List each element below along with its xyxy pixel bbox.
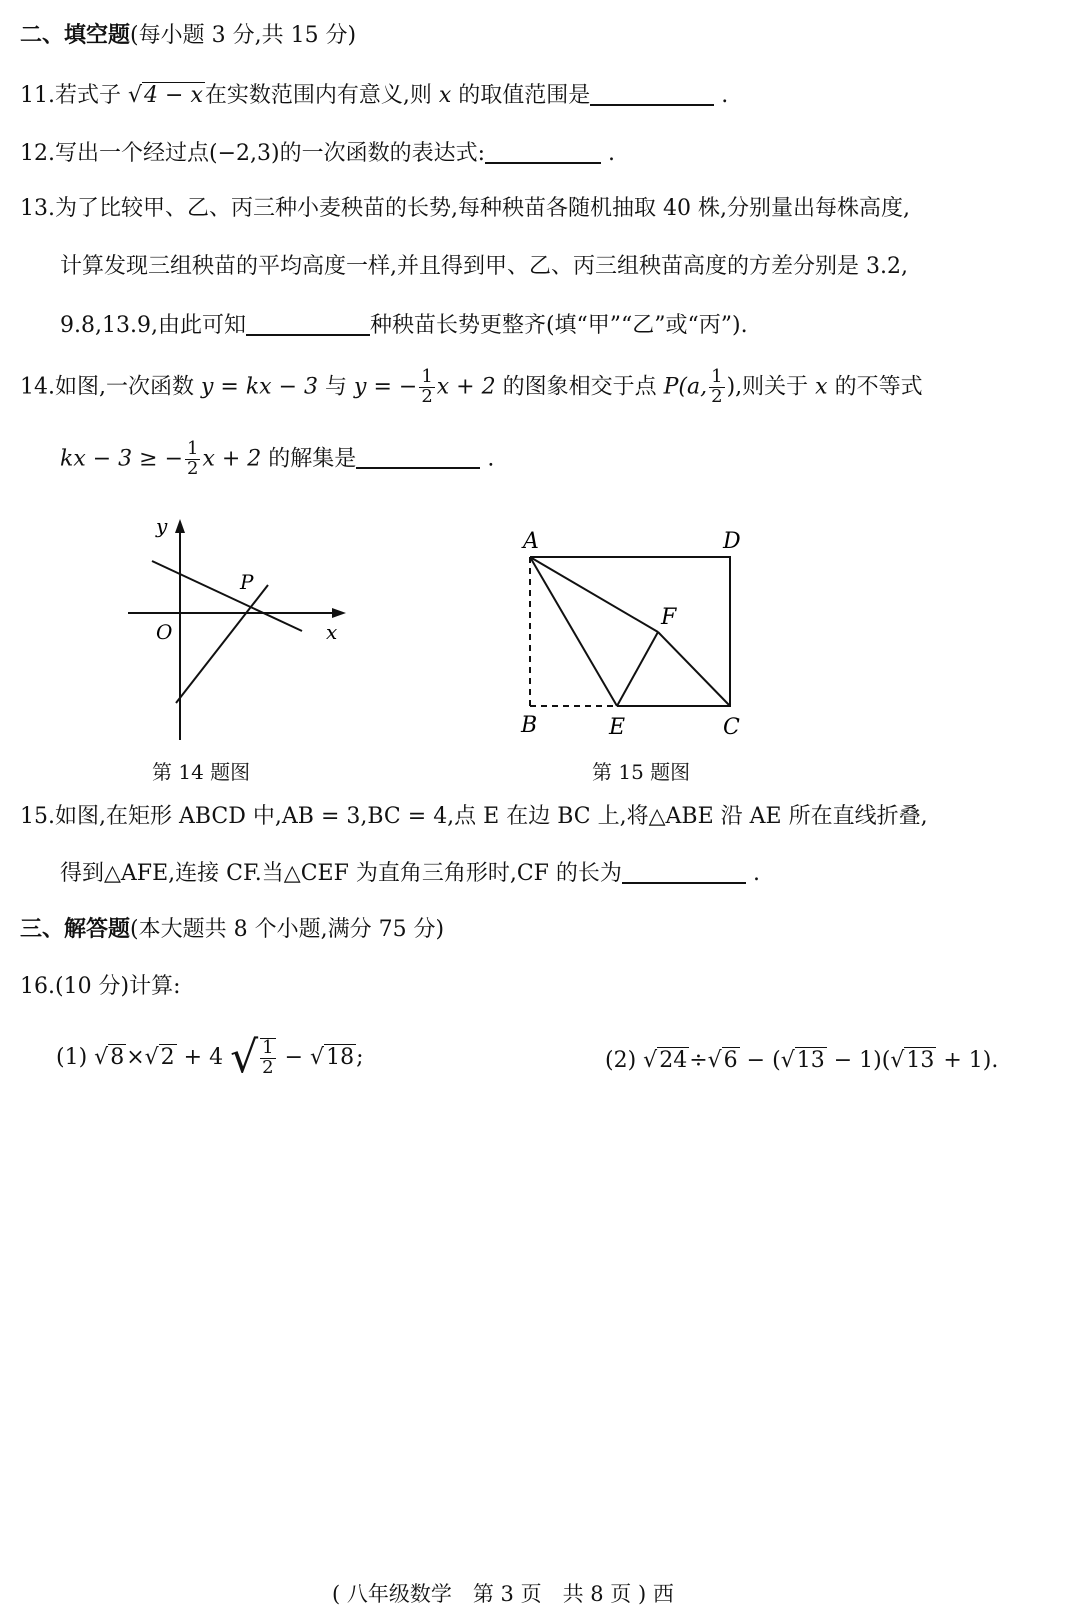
- q13-answer-blank[interactable]: [246, 312, 370, 336]
- q14-pt-close: ),则关于: [726, 374, 809, 400]
- q14-end: .: [487, 446, 495, 472]
- fig15-d-label: D: [723, 529, 741, 554]
- q16-p2-sqrt13b: √13: [890, 1048, 935, 1073]
- q16-p1-big-radical: √: [230, 1032, 259, 1083]
- question-11: [20, 82, 728, 109]
- fig14-line-decreasing: [152, 561, 302, 631]
- fig15-fc: [658, 632, 730, 706]
- q16-p2-end: + 1).: [943, 1048, 999, 1073]
- q14-d: 的不等式: [834, 374, 923, 400]
- q14-answer-blank[interactable]: [356, 445, 480, 469]
- fig15-f-label: F: [661, 605, 677, 630]
- fig14-y-label: y: [156, 515, 168, 538]
- q11-sqrt: √4 − x: [128, 83, 203, 108]
- fig14-line-increasing: [176, 585, 268, 703]
- q13-line3a: 9.8,13.9,由此可知: [60, 313, 246, 338]
- q11-suffix-a: 在实数范围内有意义,则: [204, 83, 432, 108]
- q14-ineq-a: kx − 3 ≥ −: [60, 446, 184, 472]
- q14-point: P(a,: [663, 374, 708, 400]
- q14-frac3: $\frac{1}{2}$: [187, 438, 199, 479]
- q14-f2b: x + 2: [436, 374, 496, 400]
- fig14-x-label: x: [326, 620, 338, 644]
- q11-answer-blank[interactable]: [590, 82, 714, 106]
- fig14-caption: 第 14 题图: [152, 760, 251, 784]
- q14-ineq-b: x + 2: [202, 446, 262, 472]
- q14-frac2: $\frac{1}{2}$: [711, 366, 723, 407]
- section3-header: [20, 916, 444, 943]
- q12-end: .: [608, 141, 615, 166]
- fig14-p-label: P: [240, 570, 254, 594]
- q16-part1: [56, 1032, 364, 1083]
- q11-suffix-b: 的取值范围是: [458, 83, 591, 108]
- section2-title: 二、填空题: [20, 22, 131, 48]
- q16-head: 16.(10 分)计算:: [20, 974, 181, 999]
- q14-b: 与: [325, 374, 348, 400]
- section3-title: 三、解答题: [20, 916, 131, 942]
- q16-p1-times: ×: [126, 1045, 145, 1070]
- q15-line1: 15.如图,在矩形 ABCD 中,AB = 3,BC = 4,点 E 在边 BC 上,将△ABE 沿 AE 所在直线折叠,: [20, 804, 928, 829]
- fig15-c-label: C: [723, 715, 740, 740]
- fig15-ae: [530, 557, 617, 706]
- q16-p1-sqrt18: √18: [310, 1045, 355, 1070]
- q16-p2-label: (2): [605, 1048, 637, 1073]
- q16-p1-minus: −: [284, 1045, 304, 1070]
- figure-15: [515, 520, 765, 750]
- q11-var: x: [438, 83, 452, 108]
- q14-var: x: [815, 374, 828, 400]
- fig15-ef: [617, 632, 658, 706]
- fig14-y-arrow-icon: [175, 519, 185, 533]
- fig14-origin-label: O: [156, 620, 173, 644]
- section2-header: [20, 22, 356, 49]
- q16-p2-mid2: − 1)(: [833, 1048, 891, 1073]
- page-footer: ( 八年级数学 第 3 页 共 8 页 ) 西: [332, 1582, 674, 1606]
- section3-note: (本大题共 8 个小题,满分 75 分): [130, 917, 445, 942]
- q14-f2a: y = −: [354, 374, 418, 400]
- fig15-e-label: E: [609, 715, 626, 740]
- q13-line3b: 种秧苗长势更整齐(填“甲”“乙”或“丙”).: [369, 313, 748, 338]
- q16-p1-plus: + 4: [183, 1045, 224, 1070]
- q15-answer-blank[interactable]: [622, 860, 746, 884]
- q14-frac1: $\frac{1}{2}$: [421, 366, 433, 407]
- section2-note: (每小题 3 分,共 15 分): [130, 23, 357, 48]
- q16-p1-end: ;: [356, 1045, 364, 1070]
- q11-prefix: 11.若式子: [20, 83, 121, 108]
- q14-line1: [20, 368, 923, 407]
- q11-end: .: [721, 83, 729, 108]
- q16-p1-sqrt2: √2: [144, 1045, 175, 1070]
- q14-c: 的图象相交于点: [502, 374, 657, 400]
- q14-a: 14.如图,一次函数: [20, 374, 194, 400]
- fig14-x-arrow-icon: [332, 608, 346, 618]
- q16-p2-mid: − (: [746, 1048, 781, 1073]
- q15-end: .: [752, 861, 760, 886]
- q14-e: 的解集是: [268, 446, 357, 472]
- q15-line2: [60, 860, 760, 887]
- q16-p2-div: ÷: [689, 1048, 708, 1073]
- q16-p1-frac: $\frac{1}{2}$: [262, 1037, 274, 1078]
- q16-p1-label: (1): [56, 1045, 88, 1070]
- q16-p2-sqrt6: √6: [707, 1048, 738, 1073]
- fig15-af: [530, 557, 658, 632]
- q14-f1: y = kx − 3: [200, 374, 318, 400]
- q13-line1: 13.为了比较甲、乙、丙三种小麦秧苗的长势,每种秧苗各随机抽取 40 株,分别量出每株高度,: [20, 196, 910, 221]
- q13-line2: 计算发现三组秧苗的平均高度一样,并且得到甲、乙、丙三组秧苗高度的方差分别是 3.2,: [60, 254, 908, 279]
- figure-14: [110, 515, 370, 755]
- q16-p1-sqrt8: √8: [94, 1045, 125, 1070]
- q14-line2: [60, 440, 494, 479]
- question-12: [20, 140, 615, 167]
- q16-p2-sqrt13a: √13: [780, 1048, 825, 1073]
- q16-p2-sqrt24: √24: [643, 1048, 688, 1073]
- fig15-a-label: A: [523, 529, 539, 554]
- q12-answer-blank[interactable]: [485, 140, 601, 164]
- q11-radicand: 4 − x: [144, 83, 203, 108]
- fig15-b-label: B: [521, 713, 538, 738]
- q13-line3: [60, 312, 748, 339]
- q15-line2-text: 得到△AFE,连接 CF.当△CEF 为直角三角形时,CF 的长为: [60, 861, 622, 886]
- q12-text: 12.写出一个经过点(−2,3)的一次函数的表达式:: [20, 141, 485, 166]
- fig15-caption: 第 15 题图: [592, 760, 691, 784]
- q16-part2: [605, 1048, 998, 1074]
